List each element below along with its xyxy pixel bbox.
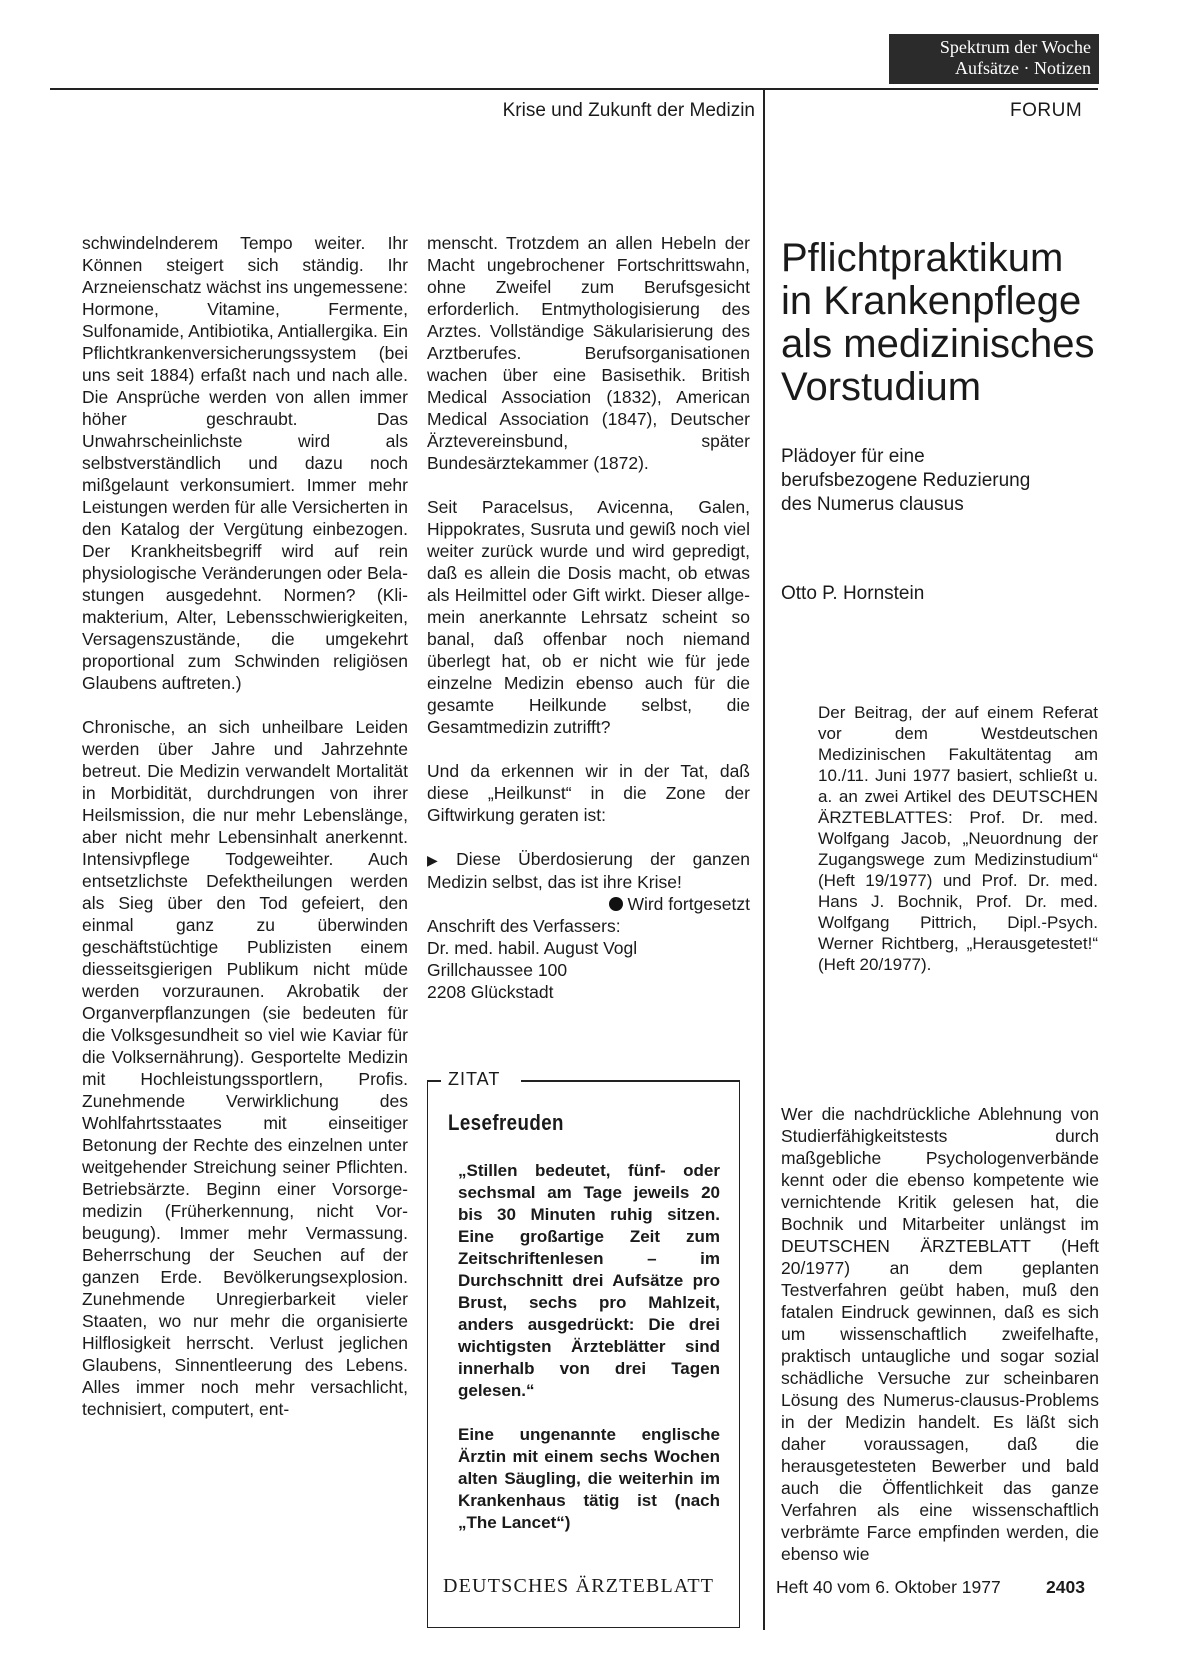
address-label: Anschrift des Verfassers: [427, 916, 621, 936]
address-line-1: Dr. med. habil. August Vogl [427, 938, 638, 958]
article-abstract: Der Beitrag, der auf einem Referat vor dem Westdeutschen Medizinischen Fakultätentag am 10./11. Juni 1977 basiert, schließt u. a. an zwei Artikel des DEUTSCHEN ÄRZTEBLATTES: Prof. Dr. med. Wolfgang Jacob, „Neuordnung der Zugangswege zum Medizinstudium“ (Heft 19/1977) und Prof. Dr. med. Hans J. Bochnik, Prof. Dr. med. Wolfgang Pittrich, Dipl.-Psych. Werner Richtberg, „Herausgetestet!“ (Heft 20/1977). [818, 703, 1098, 974]
zitat-box [427, 1069, 740, 1628]
article-subtitle [781, 445, 1101, 517]
badge-line-2: Aufsätze · Notizen [955, 58, 1091, 78]
subtitle-line: Plädoyer für eine [781, 446, 925, 467]
title-line: Vorstudium [781, 365, 982, 409]
badge-line-1: Spektrum der Woche [939, 37, 1091, 57]
triangle-bullet-icon: ▶ [427, 852, 451, 868]
zitat-heading: Lesefreuden [448, 1110, 564, 1135]
subtitle-line: des Numerus clausus [781, 494, 964, 515]
footer-issue: Heft 40 vom 6. Oktober 1977 [776, 1577, 1001, 1597]
section-badge [889, 34, 1099, 84]
column-1 [82, 232, 408, 1442]
footer-journal: DEUTSCHES ÄRZTEBLATT [443, 1575, 715, 1597]
column-2-paragraph-3: Und da erkennen wir in der Tat, daß diese „Heilkunst“ in die Zone der Giftwirkung geraten ist: [427, 761, 750, 825]
article-author: Otto P. Hornstein [781, 583, 925, 604]
page-footer [0, 1575, 1100, 1605]
frame-line [427, 1080, 441, 1082]
bullet-paragraph [427, 848, 750, 893]
frame-line [521, 1080, 740, 1082]
bullet-text: Diese Überdosierung der ganzen Medizin selbst, das ist ihre Krise! [427, 849, 750, 892]
author-address [427, 915, 750, 1003]
column-2-paragraph-1: menscht. Trotzdem an allen Hebeln der Macht ungebrochener Fortschrittswahn, ohne Zweifel zum Berufsgesicht erforderlich. Entmythologisierung des Arztes. Vollständige Säkularisierung des Arztberufes. Berufsorganisationen wachen über eine Basisethik. British Medical Association (1832), American Medical Association (1847), Deutscher Ärztevereinsbund, später Bundesärztekammer (1872). [427, 233, 750, 473]
address-line-3: 2208 Glückstadt [427, 982, 554, 1002]
column-1-paragraph-2: Chronische, an sich unheilbare Leiden werden über Jahre und Jahrzehnte betreut. Die Medizin verwandelt Mortalität in Morbidität, durchdrungen von ihrer Heilsmission, die nur mehr Lebenslänge, aber nicht mehr Lebensinhalt anerkennt. Intensivpflege Todgeweihter. Auch entsetzlichste Defektheilungen werden als Sieg über den Tod gefeiert, den einmal ganz zu überwinden geschäftstüchtige Publizisten einem diesseitsgierigen Publikum nicht müde werden vorzuraunen. Akrobatik der Organverpflanzungen (sie bedeuten für die Volksgesundheit so viel wie Kaviar für die Volksernährung). Gesportelte Medizin mit Hochleistungssportlern, Profis. Zunehmende Verwirklichung des Wohlfahrtsstaates mit einseitiger Betonung der Rechte des einzelnen unter weitgehender Streichung seiner Pflichten. Betriebsärzte. Beginn einer Vorsorgemedizin (Früherkennung, nicht Vorbeugung). Immer mehr Vermassung. Beherrschung der Seuchen auf der ganzen Erde. Bevölkerungsexplosion. Zunehmende Unregierbarkeit vieler Staaten, wo nur mehr die organisierte Hilflosigkeit herrscht. Verlust jeglichen Glaubens, Sinnentleerung des Lebens. Alles immer noch mehr versachlicht, technisiert, computert, ent- [82, 717, 408, 1419]
article-title [781, 237, 1101, 409]
top-rule [50, 88, 1098, 90]
section-title: Krise und Zukunft der Medizin [502, 100, 755, 121]
column-2-paragraph-2: Seit Paracelsus, Avicenna, Galen, Hippokrates, Susruta und gewiß noch viel weiter zurück wurde und wird gepredigt, daß es allein die Dosis macht, ob etwas als Heilmittel oder Gift wirkt. Dieser allgemein anerkannte Lehrsatz scheint so banal, daß offenbar noch niemand überlegt hat, ob er nicht wie für jede einzelne Medizin ebenso auch für die gesamte Heilkunde selbst, die Gesamtmedizin zutrifft? [427, 497, 750, 737]
subtitle-line: berufsbezogene Reduzierung [781, 470, 1031, 491]
column-2 [427, 232, 750, 1003]
continued-note [427, 893, 750, 915]
title-line: als medizinisches [781, 322, 1095, 366]
column-divider [763, 90, 765, 1630]
zitat-source: Eine ungenannte englische Ärztin mit einem sechs Wochen alten Säugling, die weiterhin im Krankenhaus tätig ist (nach „The Lancet“) [458, 1425, 720, 1532]
continued-text: Wird fortgesetzt [627, 894, 750, 914]
page-number: 2403 [1046, 1577, 1085, 1597]
zitat-label: ZITAT [448, 1069, 501, 1089]
filled-circle-icon [609, 897, 623, 911]
column-1-paragraph-1: schwindelnderem Tempo weiter. Ihr Können steigert sich ständig. Ihr Arzneienschatz wächst ins ungemessene: Hormone, Vitamine, Fermente, Sulfonamide, Antibiotika, Antiallergika. Ein Pflichtkrankenversicherungssystem (bei uns seit 1884) erfaßt nach und nach alle. Die Ansprüche werden von allen immer höher geschraubt. Das Unwahrscheinlichste wird als selbstverständlich und dazu noch mißgelaunt verkonsumiert. Immer mehr Leistungen werden für alle Versicherten in den Katalog der Vergütung einbezogen. Der Krankheitsbegriff wird auf rein physiologische Veränderungen oder Belastungen ausgedehnt. Normen? (Klimakterium, Alter, Lebensschwierigkeiten, Versagenszustände, die umgekehrt proportional zum Schwinden religiösen Glaubens auftreten.) [82, 233, 408, 693]
zitat-text [458, 1160, 720, 1556]
address-line-2: Grillchaussee 100 [427, 960, 568, 980]
article-body: Wer die nachdrückliche Ablehnung von Studierfähigkeitstests durch maßgebliche Psychologenverbände kennt oder die ebenso kompetente wie vernichtende Kritik gelesen hat, die Bochnik und Mitarbeiter unlängst im DEUTSCHEN ÄRZTEBLATT (Heft 20/1977) an dem geplanten Testverfahren geübt haben, muß den fatalen Eindruck gewinnen, daß es sich um wissenschaftlich zweifelhafte, praktisch untaugliche und sogar sozial schädliche Versuche zur scheinbaren Lösung des Numerus-clausus-Problems in der Medizin handelt. Es läßt sich daher voraussagen, daß die herausgetesteten Bewerber und bald auch die Öffentlichkeit das ganze Verfahren als eine wissenschaftlich verbrämte Farce empfinden werden, die ebenso wie [781, 1104, 1099, 1564]
title-line: in Krankenpflege [781, 279, 1082, 323]
title-line: Pflichtpraktikum [781, 236, 1064, 280]
forum-label: FORUM [1010, 100, 1083, 121]
zitat-quote: „Stillen bedeutet, fünf- oder sechsmal am Tage jeweils 20 bis 30 Minuten ruhig sitzen. Eine großartige Zeit zum Zeitschriftenlesen – im Durchschnitt drei Aufsätze pro Brust, sechs pro Mahlzeit, anders ausgedrückt: Die drei wichtigsten Ärzteblätter sind innerhalb von drei Tagen gelesen.“ [458, 1161, 720, 1400]
